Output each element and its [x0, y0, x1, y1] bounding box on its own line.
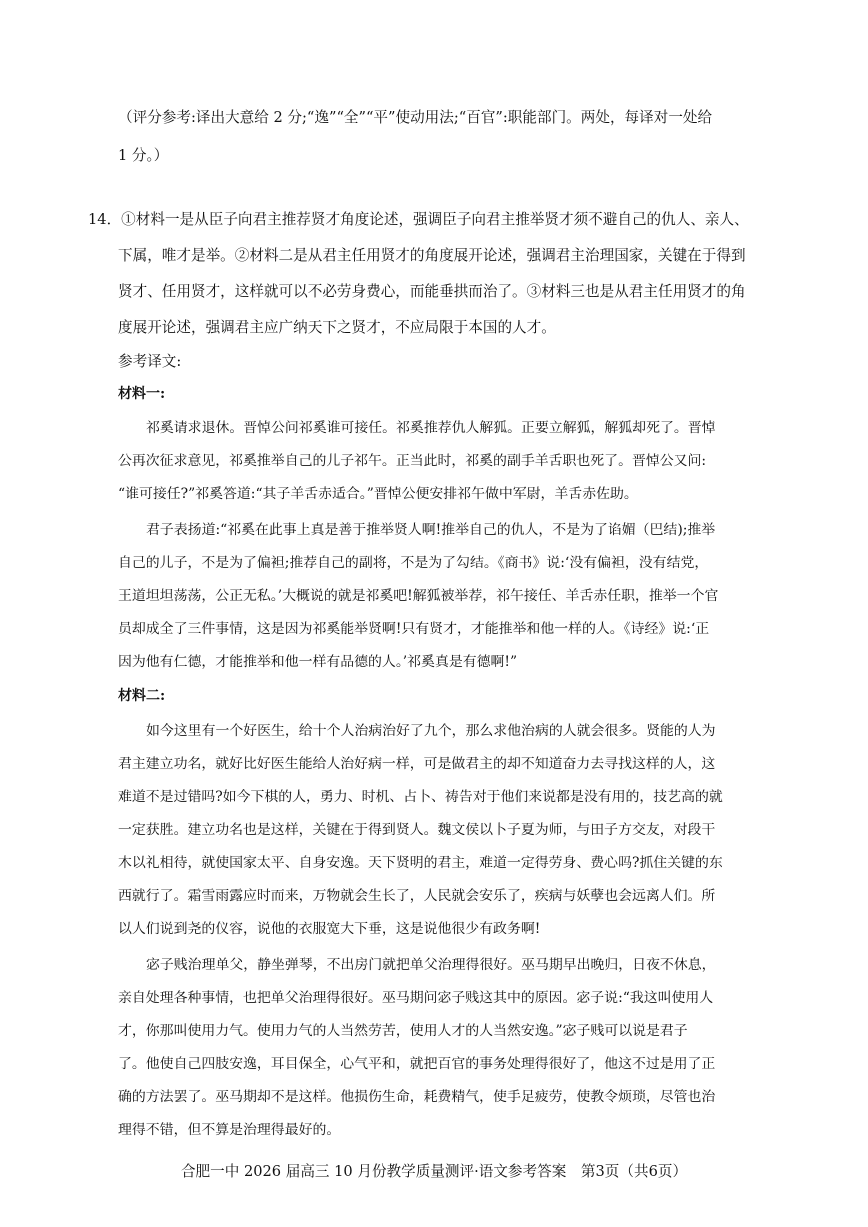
- text-line: 14．①材料一是从臣子向君主推荐贤才角度论述，强调臣子向君主推举贤才须不避自己的仇人、亲人、: [88, 211, 749, 228]
- page-footer: 合肥一中 2026 届高三 10 月份教学质量测评·语文参考答案 第3页（共6页）: [180, 1163, 688, 1180]
- text-line: 君主建立功名，就好比好医生能给人治好病一样，可是做君主的却不知道奋力去寻找这样的人，这: [118, 756, 716, 772]
- text-line: 了。他使自己四肢安逸，耳目保全，心气平和，就把百官的事务处理得很好了，他这不过是用了正: [118, 1056, 716, 1072]
- text-line: 理得不错，但不算是治理得最好的。: [118, 1122, 341, 1138]
- text-line: 公再次征求意见，祁奚推举自己的儿子祁午。正当此时，祁奚的副手羊舌职也死了。晋悼公又问:: [118, 453, 707, 469]
- section-heading: 材料一:: [118, 386, 166, 402]
- text-line: 难道不是过错吗?如今下棋的人，勇力、时机、占卜、祷告对于他们来说都是没有用的，技艺高的就: [118, 789, 723, 805]
- text-line: 因为他有仁德，才能推举和他一样有品德的人。’祁奚真是有德啊!”: [118, 654, 518, 670]
- text-line: 王道坦坦荡荡，公正无私。’大概说的就是祁奚吧!解狐被举荐，祁午接任、羊舌赤任职，推举一个官: [118, 588, 719, 604]
- text-line: 亲自处理各种事情，也把单父治理得很好。巫马期问宓子贱这其中的原因。宓子说:“我这叫使用人: [118, 990, 714, 1006]
- text-line: （评分参考:译出大意给 2 分;“逸”“全”“平”使动用法;“百官”:职能部门。两处，每译对一处给: [118, 109, 713, 126]
- text-line: 祁奚请求退休。晋悼公问祁奚谁可接任。祁奚推荐仇人解狐。正要立解狐，解狐却死了。晋悼: [146, 420, 716, 436]
- text-line: 参考译文:: [118, 353, 182, 370]
- text-line: 员却成全了三件事情，这是因为祁奚能举贤啊!只有贤才，才能推举和他一样的人。《诗经》说:‘正: [118, 621, 710, 637]
- text-line: 如今这里有一个好医生，给十个人治病治好了九个，那么求他治病的人就会很多。贤能的人为: [146, 723, 716, 739]
- text-line: 才，你那叫使用力气。使用力气的人当然劳苦，使用人才的人当然安逸。”宓子贱可以说是君子: [118, 1023, 688, 1039]
- text-line: 下属，唯才是举。②材料二是从君主任用贤才的角度展开论述，强调君主治理国家，关键在于得到: [118, 247, 746, 264]
- text-line: 度展开论述，强调君主应广纳天下之贤才，不应局限于本国的人才。: [118, 319, 556, 336]
- text-line: “谁可接任?”祁奚答道:“其子羊舌赤适合。”晋悼公便安排祁午做中军尉，羊舌赤佐助。: [118, 486, 638, 502]
- text-line: 木以礼相待，就使国家太平、自身安逸。天下贤明的君主，难道一定得劳身、费心吗?抓住关键的东: [118, 855, 723, 871]
- section-heading: 材料二:: [118, 688, 166, 704]
- text-line: 贤才、任用贤才，这样就可以不必劳身费心，而能垂拱而治了。③材料三也是从君主任用贤才的角: [118, 283, 746, 300]
- text-line: 西就行了。霜雪雨露应时而来，万物就会生长了，人民就会安乐了，疾病与妖孽也会远离人们。所: [118, 888, 716, 904]
- text-line: 宓子贱治理单父，静坐弹琴，不出房门就把单父治理得很好。巫马期早出晚归，日夜不休息，: [146, 957, 716, 973]
- text-line: 自己的儿子，不是为了偏袒;推荐自己的副将，不是为了勾结。《商书》说:‘没有偏袒，没有结党，: [118, 555, 709, 571]
- text-line: 确的方法罢了。巫马期却不是这样。他损伤生命，耗费精气，使手足疲劳，使教令烦琐，尽管也治: [118, 1089, 716, 1105]
- text-line: 以人们说到尧的仪容，说他的衣服宽大下垂，这是说他很少有政务啊!: [118, 921, 541, 937]
- text-line: 1 分。）: [118, 147, 169, 164]
- text-line: 君子表扬道:“祁奚在此事上真是善于推举贤人啊!推举自己的仇人，不是为了谄媚（巴结);推举: [146, 522, 716, 538]
- text-line: 一定获胜。建立功名也是这样，关键在于得到贤人。魏文侯以卜子夏为师，与田子方交友，对段干: [118, 822, 716, 838]
